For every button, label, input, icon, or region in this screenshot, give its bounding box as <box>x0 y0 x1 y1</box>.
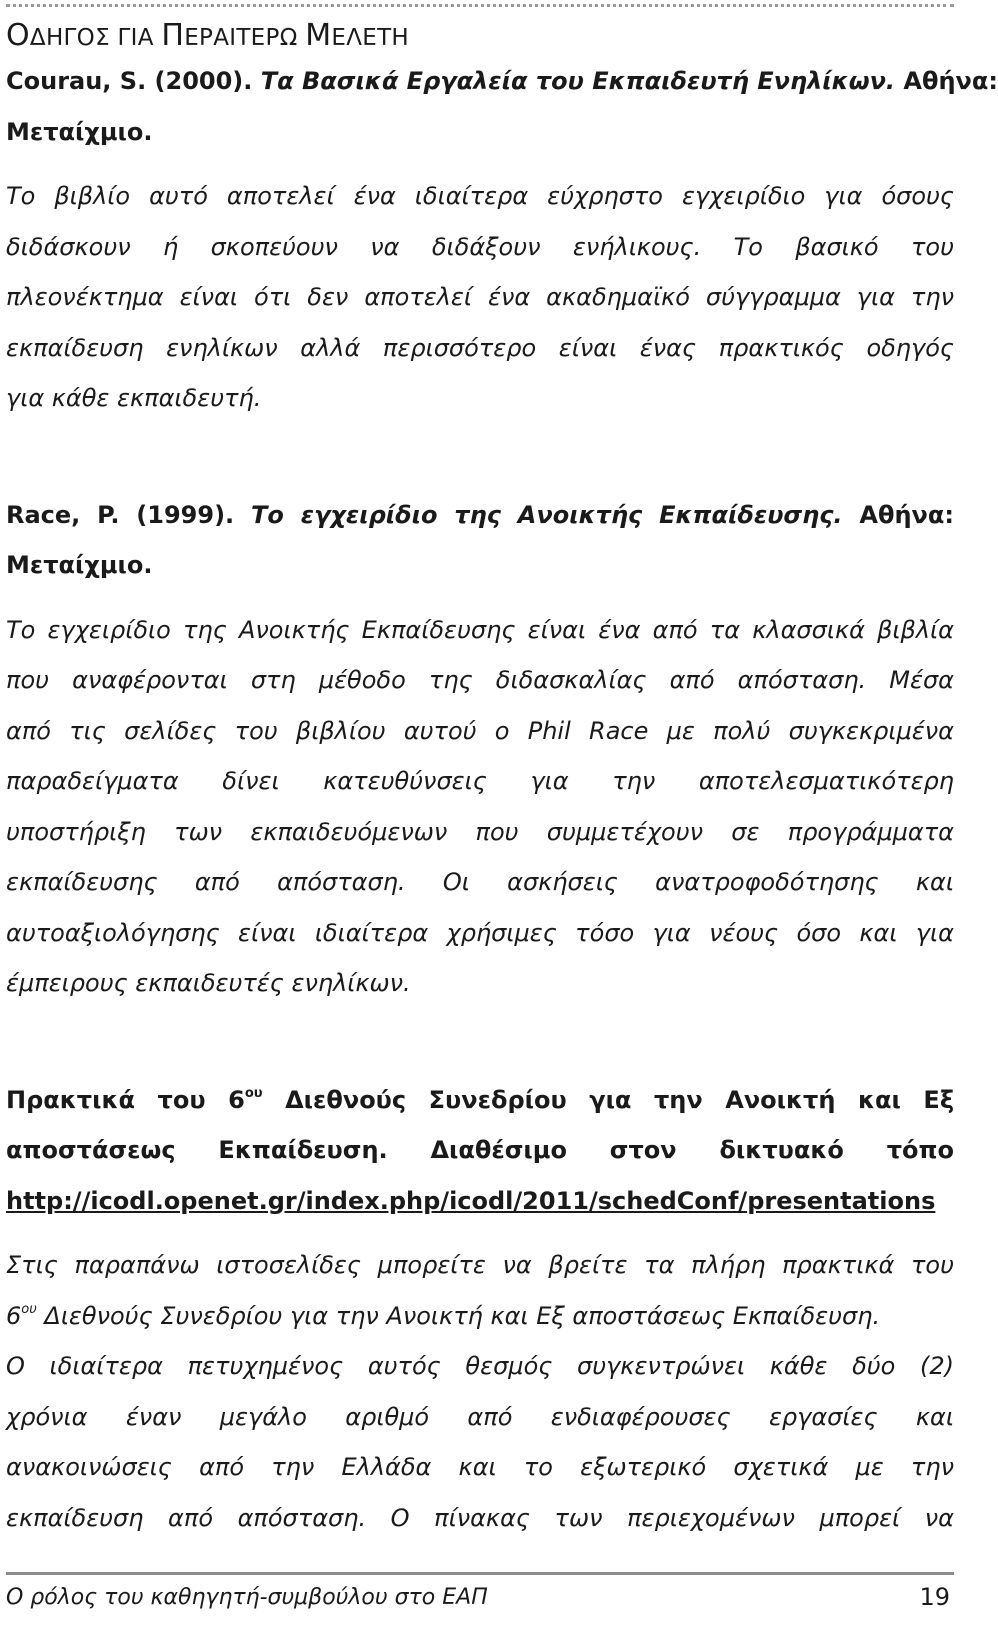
citation-place: Αθήνα: <box>859 500 954 529</box>
citation-authors: Race, P. (1999). <box>6 500 235 529</box>
description-line: από τις σελίδες του βιβλίου αυτού ο Phil Race με πολύ συγκεκριμένα <box>6 716 954 745</box>
description-line: έμπειρους εκπαιδευτές ενηλίκων. <box>6 969 411 997</box>
description-text: 6 <box>6 1301 22 1330</box>
reference-entry-courau <box>6 56 998 424</box>
citation-text: Διεθνούς Συνεδρίου για την Ανοικτή και Εξ <box>262 1085 955 1114</box>
description-line: Το εγχειρίδιο της Ανοικτής Εκπαίδευσης είναι ένα από τα κλασσικά βιβλία <box>6 615 954 644</box>
citation-link-line <box>6 1176 954 1227</box>
description-line: εκπαίδευση από απόσταση. Ο πίνακας των περιεχομένων μπορεί να <box>6 1503 954 1532</box>
description-line: Το βιβλίο αυτό αποτελεί ένα ιδιαίτερα εύχρηστο εγχειρίδιο για όσους <box>6 182 954 210</box>
citation-title: Τα Βασικά Εργαλεία του Εκπαιδευτή Ενηλίκων. <box>260 67 896 95</box>
page-footer <box>6 1572 954 1627</box>
heading-cap-2: Π <box>161 18 185 53</box>
citation-text: Πρακτικά του 6 <box>6 1085 245 1114</box>
reference-entry-race <box>6 490 954 1009</box>
description-line: εκπαίδευση ενηλίκων αλλά περισσότερο είναι ένας πρακτικός οδηγός <box>6 333 954 362</box>
reference-entry-icodl <box>6 1075 954 1544</box>
description-text: Διεθνούς Συνεδρίου για την Ανοικτή και Εξ αποστάσεως Εκπαίδευση. <box>36 1301 881 1330</box>
top-dotted-rule <box>6 4 954 7</box>
description-line: για κάθε εκπαιδευτή. <box>6 384 262 412</box>
proceedings-link[interactable]: http://icodl.openet.gr/index.php/icodl/2011/schedConf/presentations <box>6 1186 936 1215</box>
description-line: παραδείγματα δίνει κατευθύνσεις για την αποτελεσματικότερη <box>6 767 954 795</box>
description-line: που αναφέρονται στη μέθοδο της διδασκαλίας από απόσταση. Μέσα <box>6 666 954 694</box>
citation-line-1 <box>6 1075 954 1126</box>
heading-text-2: ΕΡΑΙΤΕΡΩ <box>184 25 306 51</box>
description-line: Ο ιδιαίτερα πετυχημένος αυτός θεσμός συγκεντρώνει κάθε δύο (2) <box>6 1352 954 1380</box>
ordinal-superscript: ου <box>244 1085 263 1101</box>
page-body <box>6 16 998 1543</box>
heading-text-3: ΕΛΕΤΗ <box>331 25 410 51</box>
citation-publisher: Μεταίχμιο. <box>6 551 153 579</box>
footer-title: Ο ρόλος του καθηγητή-συμβούλου στο ΕΑΠ <box>6 1585 488 1610</box>
citation-title: Το εγχειρίδιο της Ανοικτής Εκπαίδευσης. <box>251 500 843 529</box>
description-line: πλεονέκτημα είναι ότι δεν αποτελεί ένα ακαδημαϊκό σύγγραμμα για την <box>6 283 954 311</box>
citation-line-1 <box>6 56 998 107</box>
description-line: Στις παραπάνω ιστοσελίδες μπορείτε να βρείτε τα πλήρη πρακτικά του <box>6 1251 954 1279</box>
citation-place: Αθήνα: <box>903 67 998 95</box>
heading-text-1: ΔΗΓΟΣ ΓΙΑ <box>29 25 162 51</box>
citation-line-1 <box>6 490 954 541</box>
page-number: 19 <box>919 1583 950 1611</box>
citation-authors: Courau, S. (2000). <box>6 67 253 95</box>
citation-publisher: Μεταίχμιο. <box>6 117 153 146</box>
citation-line-2: αποστάσεως Εκπαίδευση. Διαθέσιμο στον δικτυακό τόπο <box>6 1136 954 1164</box>
description-line: υποστήριξη των εκπαιδευόμενων που συμμετέχουν σε προγράμματα <box>6 817 954 846</box>
description-line <box>6 1291 954 1342</box>
description-line: διδάσκουν ή σκοπεύουν να διδάξουν ενήλικους. Το βασικό του <box>6 232 954 261</box>
description-line: αυτοαξιολόγησης είναι ιδιαίτερα χρήσιμες τόσο για νέους όσο και για <box>6 918 954 947</box>
description-line: χρόνια έναν μεγάλο αριθμό από ενδιαφέρουσες εργασίες και <box>6 1402 954 1431</box>
heading-cap-1: Ο <box>6 18 30 53</box>
ordinal-superscript: ου <box>21 1301 37 1317</box>
heading-cap-3: Μ <box>305 18 332 53</box>
section-heading <box>6 16 954 56</box>
description-line: εκπαίδευσης από απόσταση. Οι ασκήσεις ανατροφοδότησης και <box>6 868 954 896</box>
description-line: ανακοινώσεις από την Ελλάδα και το εξωτερικό σχετικά με την <box>6 1453 954 1481</box>
